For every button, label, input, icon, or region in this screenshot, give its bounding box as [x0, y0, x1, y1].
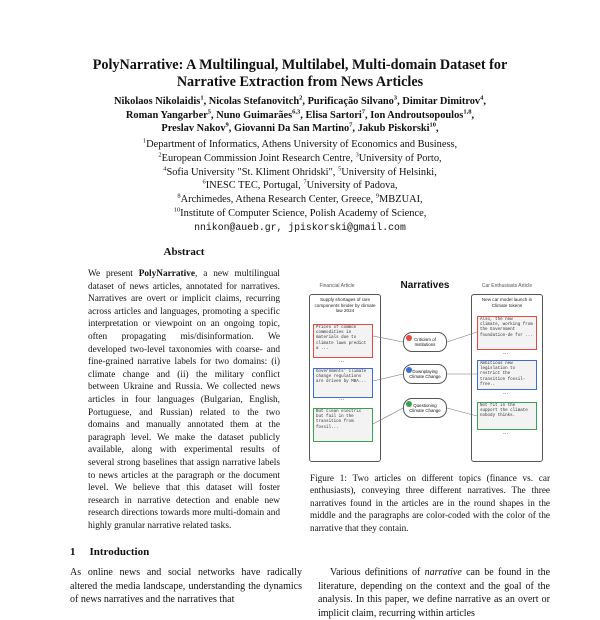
affiliation-line: $^6$INESC TEC, Portugal, $^7$University of Padova, [202, 178, 398, 192]
right-ellipsis-2: ... [503, 390, 509, 396]
author-name: Jakub Piskorski [357, 123, 430, 134]
connector-line [373, 408, 403, 424]
author-sup: 10 [429, 121, 437, 129]
left-article-label: Financial Article [319, 283, 355, 289]
author-sup: 9 [225, 121, 229, 129]
author-sup: 7 [361, 108, 366, 116]
affiliations [40, 138, 560, 235]
author-name: Purificação Silvano [307, 96, 394, 107]
left-ellipsis-2: ... [339, 396, 345, 402]
contact-emails: nnikon@aueb.gr, jpiskorski@gmail.com [194, 221, 406, 233]
author-sup: 3 [393, 94, 398, 102]
right-para-2: Ambitious new legislation to restrict the transition fossil-free.. [477, 360, 537, 390]
narrative-node-2 [403, 364, 447, 384]
narrative-label: Downplaying Climate Change [409, 368, 441, 379]
author-name: Elisa Sartori [305, 109, 362, 121]
figure-caption: Figure 1: Two articles on different topics (finance vs. car enthusiasts), conveying three different narratives. The three narratives found in the articles are in the round shapes in the middle and the paragraphs are color-coded with the color of the narrative that they contain. [310, 473, 550, 533]
author-name: Giovanni Da San Martino [233, 123, 350, 134]
left-para-1: Prices of common commodities in materials due to climate laws predict a ... [313, 324, 373, 358]
author-name: Nicolas Stefanovitch [208, 96, 300, 107]
narrative-color-dot [406, 401, 412, 407]
narrative-color-dot [406, 335, 412, 341]
abstract-heading: Abstract [163, 246, 205, 258]
affiliation-line: $^1$Department of Informatics, Athens University of Economics and Business, [142, 137, 458, 150]
affiliation-line: $^2$European Commission Joint Research Centre, $^3$University of Porto, [158, 151, 442, 164]
title-line-1: PolyNarrative: A Multilingual, Multilabel, Multi-domain Dataset for [92, 57, 508, 73]
right-column-paragraph: Various definitions of narrative can be found in the literature, depending on the context and the goal of the analysis. In this paper, we define narrative as an overt or implicit claim, recurring within articles [318, 567, 551, 619]
author-sup: 1 [200, 94, 204, 102]
author-name: Ion Androutsopoulos [370, 109, 464, 121]
left-article-headline: Supply shortages of rare components hinder by climate law 2024 [314, 297, 376, 314]
figure-1 [305, 276, 545, 466]
affiliation-line: $^4$Sofia University "St. Kliment Ohridski", $^5$University of Helsinki, [163, 165, 437, 178]
right-article-label: Car Enthusiasts Article [481, 283, 533, 289]
left-para-3: But clean electric but fail in the transition from fossil... [313, 408, 373, 442]
narrative-label: Questioning Climate Change [409, 402, 441, 413]
connector-line [373, 336, 403, 342]
right-article-headline: New car model launch in Climate tokens [481, 297, 533, 308]
author-sup: 1,8 [463, 108, 472, 116]
author-name: Preslav Nakov [161, 123, 226, 134]
narrative-node-3 [403, 398, 447, 418]
author-sup: 2 [299, 94, 303, 102]
author-list [40, 95, 560, 136]
abstract-body: We present PolyNarrative, a new multilingual dataset of news articles, annotated for narratives. Narratives are overt or implicit claims, recurring across articles and languages, promoting a specific interpretation or viewpoint on an ongoing topic, often propagating mis/disinformation. We developed two-level taxonomies with coarse- and fine-grained narrative labels for two domains: (i) climate change and (ii) the military conflict between Ukraine and Russia. We collected news articles in four languages (Bulgarian, English, Portuguese, and Russian) related to the two domains and manually annotated them at the paragraph level. We make the dataset publicly available, along with experimental results of several strong baselines that assign narrative labels to news articles at the paragraph or the document level. We believe that this dataset will foster research in narrative detection and enable new research directions towards more multi-domain and highly granular narrative related tasks. [88, 269, 280, 531]
author-name: Dimitar Dimitrov [402, 96, 481, 107]
narrative-color-dot [406, 367, 412, 373]
affiliation-line: $^8$Archimedes, Athena Research Center, Greece, $^9$MBZUAI, [177, 192, 423, 206]
author-line: Roman Yangarber$^5$, Nuno Guimarães$^{6,3}$, Elisa Sartori$^7$, Ion Androutsopoulos$^{1,8}$, [125, 108, 475, 121]
affiliation-line: $^{10}$Institute of Computer Science, Polish Academy of Science, [173, 206, 427, 219]
left-para-2: Governments' climate change regulations are driven by MBA... [313, 368, 373, 398]
right-para-1: Also, the new climate, working from the Government foundation-de for ... [477, 316, 537, 350]
connector-line [447, 332, 477, 342]
author-sup: 5 [207, 108, 212, 116]
author-sup: 6,3 [292, 108, 301, 116]
author-name: Nikolaos Nikolaidis [113, 96, 201, 107]
author-name: Nuno Guimarães [216, 109, 293, 121]
paper-title [40, 57, 560, 91]
narrative-node-1 [403, 332, 447, 352]
right-ellipsis-3: ... [503, 430, 509, 436]
author-name: Roman Yangarber [125, 109, 208, 121]
author-line: Preslav Nakov$^9$, Giovanni Da San Martino$^7$, Jakub Piskorski$^{10}$, [161, 121, 439, 134]
author-sup: 7 [349, 121, 353, 129]
title-line-2: Narrative Extraction from News Articles [176, 74, 424, 90]
figure-title: Narratives [400, 280, 450, 291]
author-line: Nikolaos Nikolaidis$^1$, Nicolas Stefanovitch$^2$, Purificação Silvano$^3$, Dimitar Dimitrov$^4$, [113, 94, 486, 107]
section-heading: 1 Introduction [70, 546, 150, 558]
author-sup: 4 [480, 94, 484, 102]
right-para-3: Not fit in the support the climate nobody thinks. [477, 402, 537, 430]
intro-paragraph: As online news and social networks have radically altered the media landscape, understanding the dynamics of news narratives and the narratives that [70, 567, 302, 605]
dataset-name: PolyNarrative [138, 269, 196, 279]
left-ellipsis-1: ... [339, 358, 345, 364]
narrative-label: Criticism of Institutions [414, 336, 436, 347]
connector-line [447, 408, 477, 416]
right-ellipsis-1: ... [503, 350, 509, 356]
connector-line [373, 374, 403, 381]
